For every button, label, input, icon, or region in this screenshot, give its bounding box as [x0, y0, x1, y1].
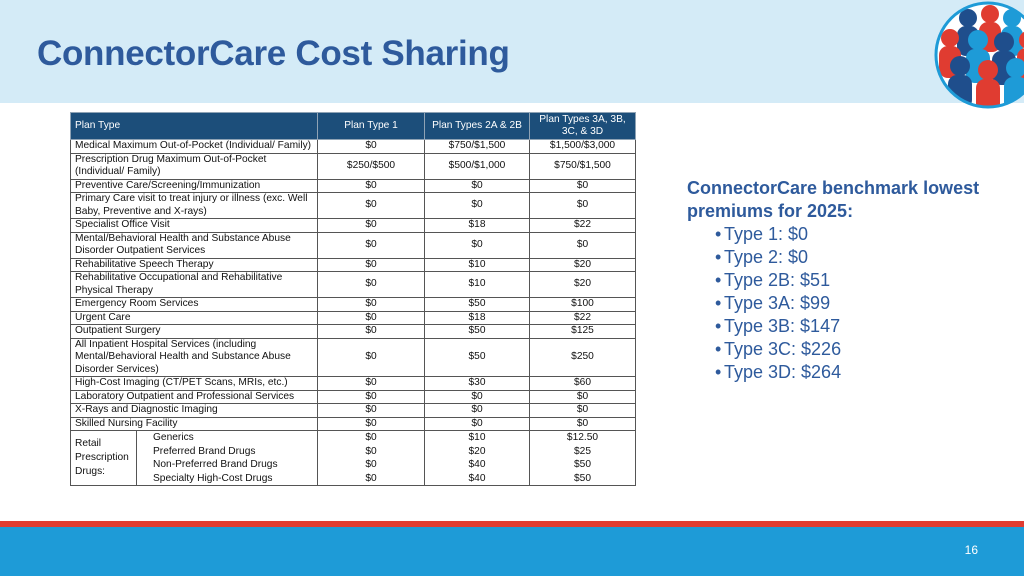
bullet-icon: • [715, 316, 722, 336]
cell-value: $0 [365, 445, 377, 457]
cell-value: $0 [318, 311, 425, 325]
retail-drugs-row [71, 431, 636, 486]
row-label: Rehabilitative Speech Therapy [71, 258, 318, 272]
table-row [71, 258, 636, 272]
cell-value: $0 [318, 325, 425, 339]
row-label: Specialist Office Visit [71, 219, 318, 233]
cell-value: $30 [425, 377, 530, 391]
row-label: Outpatient Surgery [71, 325, 318, 339]
cell-value: $500/$1,000 [425, 153, 530, 179]
benchmark-item-text: Type 3A: $99 [724, 293, 831, 313]
cell-value: $0 [425, 193, 530, 219]
bullet-icon: • [715, 247, 722, 267]
cell-value: $0 [365, 432, 377, 443]
retail-items-list [137, 431, 318, 485]
cell-value: $0 [530, 232, 636, 258]
cell-value: $0 [425, 179, 530, 193]
table-row [71, 193, 636, 219]
row-label: Medical Maximum Out-of-Pocket (Individual/ Family) [71, 140, 318, 154]
table-row [71, 390, 636, 404]
retail-values-col [318, 431, 425, 486]
row-label: Urgent Care [71, 311, 318, 325]
cell-value: $125 [530, 325, 636, 339]
retail-subtable [71, 431, 317, 485]
cell-value: $0 [318, 232, 425, 258]
cell-value: $20 [530, 272, 636, 298]
cell-value: $0 [530, 179, 636, 193]
column-header: Plan Type [71, 113, 318, 140]
cell-value: $0 [318, 140, 425, 154]
cell-value: $0 [425, 417, 530, 431]
cell-value: $10 [425, 272, 530, 298]
table-row [71, 153, 636, 179]
list-item [715, 246, 987, 269]
cell-value: $0 [365, 472, 377, 484]
benchmark-list [687, 223, 987, 384]
retail-subrow [71, 431, 317, 485]
benchmark-panel [687, 177, 987, 384]
table-row [71, 325, 636, 339]
row-label: Skilled Nursing Facility [71, 417, 318, 431]
table-header-row [71, 113, 636, 140]
row-label: Laboratory Outpatient and Professional Services [71, 390, 318, 404]
cell-value: $0 [318, 338, 425, 377]
cell-value: $0 [530, 193, 636, 219]
retail-label: Retail Prescription Drugs: [71, 431, 137, 485]
benchmark-item-text: Type 3C: $226 [724, 339, 842, 359]
cell-value: $250/$500 [318, 153, 425, 179]
cell-value: $50 [425, 298, 530, 312]
table-row [71, 338, 636, 377]
cost-sharing-table [70, 112, 636, 486]
benchmark-item-text: Type 3B: $147 [724, 316, 841, 336]
cell-value: $20 [468, 445, 486, 457]
cell-value: $0 [318, 193, 425, 219]
cell-value: $250 [530, 338, 636, 377]
table-row [71, 298, 636, 312]
cell-value: $0 [425, 390, 530, 404]
benchmark-item-text: Type 2: $0 [724, 247, 809, 267]
retail-item-label: Non-Preferred Brand Drugs [153, 459, 278, 470]
row-label: Mental/Behavioral Health and Substance Abuse Disorder Outpatient Services [71, 232, 318, 258]
benchmark-item-text: Type 3D: $264 [724, 362, 842, 382]
cell-value: $0 [318, 272, 425, 298]
list-item [715, 315, 987, 338]
cell-value: $50 [574, 459, 591, 470]
table-row [71, 232, 636, 258]
cell-value: $40 [468, 459, 486, 470]
row-label: Prescription Drug Maximum Out-of-Pocket (Individual/ Family) [71, 153, 318, 179]
table-row [71, 179, 636, 193]
retail-drugs-cell [71, 431, 318, 486]
cell-value: $0 [365, 459, 377, 470]
cell-value: $18 [425, 219, 530, 233]
retail-item-label: Specialty High-Cost Drugs [153, 472, 273, 484]
cell-value: $0 [530, 404, 636, 418]
table-row [71, 377, 636, 391]
cell-value: $0 [318, 298, 425, 312]
cell-value: $0 [318, 404, 425, 418]
cell-value: $50 [425, 338, 530, 377]
page-title: ConnectorCare Cost Sharing [37, 34, 510, 73]
retail-item-label: Generics [153, 432, 194, 443]
cell-value: $0 [425, 232, 530, 258]
list-item [715, 338, 987, 361]
cell-value: $0 [318, 377, 425, 391]
table-row [71, 311, 636, 325]
benchmark-item-text: Type 2B: $51 [724, 270, 831, 290]
cell-value: $0 [318, 219, 425, 233]
cell-value: $50 [574, 472, 591, 484]
benchmark-heading: ConnectorCare benchmark lowest premiums for 2025: [687, 178, 980, 221]
list-item [715, 361, 987, 384]
column-header: Plan Type 1 [318, 113, 425, 140]
cell-value: $22 [530, 219, 636, 233]
cell-value: $0 [318, 179, 425, 193]
cell-value: $100 [530, 298, 636, 312]
bullet-icon: • [715, 224, 722, 244]
bullet-icon: • [715, 270, 722, 290]
row-label: Preventive Care/Screening/Immunization [71, 179, 318, 193]
row-label: All Inpatient Hospital Services (including Mental/Behavioral Health and Substance Abuse Disorder Services) [71, 338, 318, 377]
cell-value: $20 [530, 258, 636, 272]
list-item [715, 223, 987, 246]
row-label: Rehabilitative Occupational and Rehabilitative Physical Therapy [71, 272, 318, 298]
cell-value: $12.50 [566, 432, 599, 443]
cell-value: $0 [318, 417, 425, 431]
cell-value: $22 [530, 311, 636, 325]
table-row [71, 404, 636, 418]
table-row [71, 417, 636, 431]
retail-values-col [530, 431, 636, 486]
column-header: Plan Types 3A, 3B, 3C, & 3D [530, 113, 636, 140]
row-label: High-Cost Imaging (CT/PET Scans, MRIs, etc.) [71, 377, 318, 391]
cell-value: $1,500/$3,000 [530, 140, 636, 154]
cell-value: $750/$1,500 [425, 140, 530, 154]
cell-value: $10 [468, 432, 486, 443]
cell-value: $0 [530, 417, 636, 431]
bullet-icon: • [715, 362, 722, 382]
people-crowd-logo-icon [928, 0, 1024, 116]
retail-values-col [425, 431, 530, 486]
cell-value: $0 [530, 390, 636, 404]
cell-value: $40 [468, 472, 486, 484]
column-header: Plan Types 2A & 2B [425, 113, 530, 140]
cell-value: $60 [530, 377, 636, 391]
list-item [715, 292, 987, 315]
retail-item-label: Preferred Brand Drugs [153, 445, 256, 457]
bullet-icon: • [715, 293, 722, 313]
cell-value: $750/$1,500 [530, 153, 636, 179]
cell-value: $10 [425, 258, 530, 272]
row-label: Emergency Room Services [71, 298, 318, 312]
list-item [715, 269, 987, 292]
cell-value: $0 [318, 258, 425, 272]
cell-value: $0 [318, 390, 425, 404]
row-label: X-Rays and Diagnostic Imaging [71, 404, 318, 418]
cell-value: $25 [574, 445, 591, 457]
table-row [71, 272, 636, 298]
bullet-icon: • [715, 339, 722, 359]
table-row [71, 219, 636, 233]
footer-band [0, 527, 1024, 576]
row-label: Primary Care visit to treat injury or illness (exc. Well Baby, Preventive and X-rays) [71, 193, 318, 219]
cell-value: $0 [425, 404, 530, 418]
cell-value: $18 [425, 311, 530, 325]
benchmark-item-text: Type 1: $0 [724, 224, 809, 244]
cell-value: $50 [425, 325, 530, 339]
page-number: 16 [964, 543, 978, 557]
table-row [71, 140, 636, 154]
